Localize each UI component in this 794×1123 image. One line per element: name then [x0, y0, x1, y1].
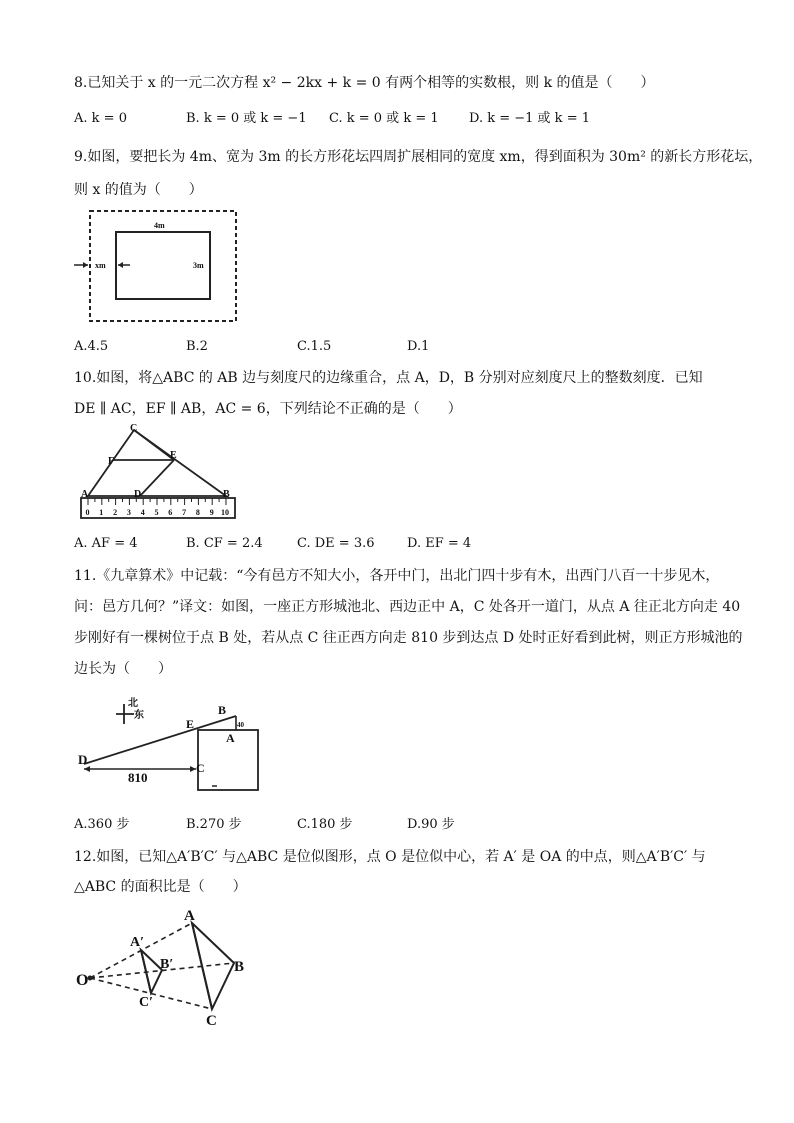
- segment-de: [140, 460, 174, 496]
- point-e-label: E: [186, 717, 195, 731]
- segment-ce: [134, 430, 174, 460]
- q9-stem-line1: 9.如图，要把长为 4m、宽为 3m 的长方形花坛四周扩展相同的宽度 xm，得到面积为 30m² 的新长方形花坛，: [74, 149, 763, 165]
- q8-option-c: C. k = 0 或 k = 1: [329, 111, 439, 126]
- q11-options: [74, 816, 774, 834]
- point-a1-label: A′: [130, 935, 145, 950]
- ruler-tick-label: 4: [140, 508, 145, 517]
- left-arrow-icon: [83, 262, 88, 268]
- dist-40-label: 40: [237, 721, 244, 729]
- point-d-label: D: [78, 752, 88, 767]
- q12-stem-line2: △ABC 的面积比是（ ）: [74, 879, 247, 895]
- q12-figure: [74, 905, 264, 1030]
- q9-wid-label: 3m: [193, 261, 204, 270]
- q8-option-d: D. k = −1 或 k = 1: [469, 111, 590, 126]
- q8-options: [74, 110, 774, 128]
- ruler-labels: [86, 508, 230, 517]
- q11-stem-line4: 边长为（ ）: [74, 661, 172, 677]
- north-label: 北: [128, 698, 138, 709]
- q10-option-a: A. AF = 4: [74, 536, 138, 551]
- point-b1-label: B′: [160, 957, 174, 972]
- point-c1-label: C′: [139, 995, 154, 1010]
- q10-option-b: B. CF = 2.4: [186, 536, 263, 551]
- sight-line: [84, 716, 236, 764]
- ruler-tick-label: 0: [85, 508, 90, 517]
- q9-x-label: xm: [95, 261, 106, 270]
- q9-stem-line2: 则 x 的值为（ ）: [74, 182, 203, 198]
- dist-810-label: 810: [128, 770, 148, 785]
- ruler-tick-label: 6: [168, 508, 173, 517]
- q11-stem-line3: 步刚好有一棵树位于点 B 处，若从点 C 往正西方向走 810 步到达点 D 处时正好看到此树，则正方形城池的: [74, 630, 743, 646]
- q11-option-c: C.180 步: [297, 817, 353, 832]
- q9-options: [74, 338, 774, 356]
- q12-stem-line1: 12.如图，已知△A′B′C′ 与△ABC 是位似图形，点 O 是位似中心，若 A′ 是 OA 的中点，则△A′B′C′ 与: [74, 849, 706, 865]
- ruler-tick-label: 10: [221, 508, 229, 517]
- ruler-tick-label: 3: [126, 508, 131, 517]
- q11-figure: [76, 692, 266, 797]
- q11-option-b: B.270 步: [186, 817, 242, 832]
- point-a-label: A: [226, 731, 235, 745]
- ruler-tick-label: 9: [209, 508, 214, 517]
- point-a-label: A: [81, 489, 89, 500]
- point-o-label: O: [76, 972, 89, 989]
- q8-stem: 8.已知关于 x 的一元二次方程 x² − 2kx + k = 0 有两个相等的实数根，则 k 的值是（ ）: [74, 75, 655, 91]
- q9-option-a: A.4.5: [74, 339, 109, 354]
- q10-options: [74, 535, 774, 553]
- point-e-label: E: [170, 450, 177, 461]
- east-label: 东: [134, 710, 144, 721]
- point-b-label: B: [234, 959, 245, 975]
- q9-option-c: C.1.5: [297, 339, 332, 354]
- q11-option-d: D.90 步: [407, 817, 455, 832]
- segment-a1c1: [141, 950, 151, 993]
- q9-len-label: 4m: [154, 221, 165, 230]
- q11-stem-line1: 11.《九章算术》中记载：“今有邑方不知大小，各开中门，出北门四十步有木，出西门八百一十步见木，: [74, 568, 720, 584]
- ruler-tick-label: 1: [99, 508, 104, 517]
- q10-stem-line1: 10.如图，将△ABC 的 AB 边与刻度尺的边缘重合，点 A，D，B 分别对应刻度尺上的整数刻度．已知: [74, 370, 703, 386]
- q10-option-d: D. EF = 4: [407, 536, 472, 551]
- q9-option-b: B.2: [186, 339, 208, 354]
- q8-option-a: A. k = 0: [74, 111, 127, 126]
- q9-figure: [70, 205, 250, 330]
- point-c-label: C: [130, 423, 138, 434]
- point-c-label: C: [196, 761, 205, 775]
- q10-option-c: C. DE = 3.6: [297, 536, 375, 551]
- point-c-label: C: [206, 1013, 217, 1029]
- q10-figure: [76, 422, 241, 524]
- right-arrow-icon: [118, 262, 123, 268]
- q11-option-a: A.360 步: [74, 817, 130, 832]
- q10-stem-line2: DE ∥ AC，EF ∥ AB，AC = 6，下列结论不正确的是（ ）: [74, 401, 462, 417]
- point-b-label: B: [218, 703, 227, 717]
- point-a-label: A: [184, 908, 195, 924]
- q9-option-d: D.1: [407, 339, 430, 354]
- ruler-tick-label: 2: [113, 508, 118, 517]
- point-d-label: D: [134, 489, 142, 500]
- q11-stem-line2: 问：邑方几何？”译文：如图，一座正方形城池北、西边正中 A，C 处各开一道门，从点 A 往正北方向走 40: [74, 599, 741, 615]
- point-b-label: B: [223, 489, 230, 500]
- ruler-ticks: [88, 498, 226, 505]
- ruler-tick-label: 5: [154, 508, 159, 517]
- q8-option-b: B. k = 0 或 k = −1: [186, 111, 307, 126]
- ruler-tick-label: 7: [182, 508, 187, 517]
- ruler-tick-label: 8: [195, 508, 200, 517]
- point-f-label: F: [108, 456, 115, 467]
- triangle-a1b1c1: [141, 950, 162, 993]
